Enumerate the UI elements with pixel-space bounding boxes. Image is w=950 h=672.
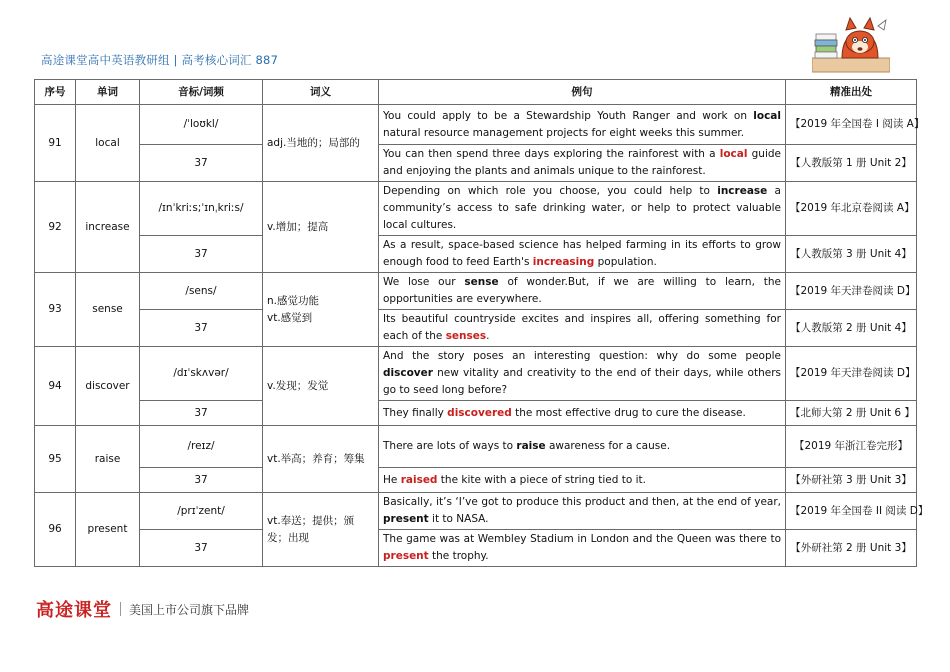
- example-sentence: [379, 530, 786, 567]
- table-row: [35, 530, 917, 567]
- example-text: Its beautiful countryside excites and inspires all, offering something for each of the: [383, 313, 781, 342]
- example-sentence: [379, 493, 786, 530]
- example-sentence: [379, 401, 786, 426]
- example-keyword: discovered: [447, 406, 512, 419]
- example-text: of wonder.But, if we are willing to learn, the opportunities are everywhere.: [383, 276, 781, 305]
- entry-number: 92: [35, 182, 76, 273]
- example-sentence: [379, 105, 786, 145]
- column-header-meaning: 词义: [263, 80, 379, 105]
- entry-frequency: 37: [140, 145, 263, 182]
- table-row: [35, 182, 917, 236]
- table-header-row: [35, 80, 917, 105]
- example-source: 【外研社第 3 册 Unit 3】: [786, 468, 917, 493]
- entry-frequency: 37: [140, 468, 263, 493]
- example-text: guide and enjoying the plants and animals unique to the rainforest.: [383, 148, 781, 177]
- page-header-title: 高途课堂高中英语教研组 | 高考核心词汇 887: [41, 53, 279, 67]
- entry-word: sense: [76, 273, 140, 347]
- example-keyword: local: [753, 109, 781, 122]
- example-text: the trophy.: [428, 550, 489, 562]
- example-source: 【2019 年北京卷阅读 A】: [786, 182, 917, 236]
- example-text: We lose our: [383, 276, 465, 288]
- column-header-phonetic-frequency: 音标/词频: [140, 80, 263, 105]
- table-row: [35, 468, 917, 493]
- example-source: 【2019 年天津卷阅读 D】: [786, 347, 917, 401]
- example-keyword: increasing: [532, 256, 595, 268]
- example-source: 【北师大第 2 册 Unit 6 】: [786, 401, 917, 426]
- footer-subtitle: 美国上市公司旗下品牌: [129, 602, 250, 617]
- example-source: 【外研社第 2 册 Unit 3】: [786, 530, 917, 567]
- example-text: As a result, space-based science has helped farming in its efforts to grow enough food to feed Earth's: [383, 239, 781, 268]
- example-text: .: [486, 330, 490, 342]
- entry-frequency: 37: [140, 310, 263, 347]
- example-keyword: senses: [445, 330, 487, 342]
- entry-word: present: [76, 493, 140, 567]
- example-text: The game was at Wembley Stadium in London and the Queen was there to: [383, 533, 781, 545]
- vocabulary-table: [34, 79, 929, 567]
- column-header-example: 例句: [379, 80, 786, 105]
- example-text: And the story poses an interesting question: why do some people: [383, 350, 781, 362]
- entry-phonetic: /ˈloʊkl/: [140, 105, 263, 145]
- entry-number: 96: [35, 493, 76, 567]
- entry-frequency: 37: [140, 401, 263, 426]
- example-sentence: [379, 347, 786, 401]
- example-keyword: sense: [464, 276, 499, 288]
- example-sentence: [379, 310, 786, 347]
- entry-number: 95: [35, 426, 76, 493]
- entry-phonetic: /sens/: [140, 273, 263, 310]
- example-text: awareness for a cause.: [545, 440, 671, 452]
- example-text: Depending on which role you choose, you could help to: [383, 185, 718, 197]
- entry-frequency: 37: [140, 236, 263, 273]
- table-row: [35, 426, 917, 468]
- table-row: [35, 401, 917, 426]
- column-header-word: 单词: [76, 80, 140, 105]
- example-keyword: discover: [383, 367, 433, 379]
- table-row: [35, 310, 917, 347]
- brand-logo-text: 高途课堂: [36, 600, 112, 621]
- example-text: Basically, it’s ‘I’ve got to produce this product and then, at the end of year,: [383, 496, 781, 508]
- table-row: [35, 236, 917, 273]
- example-sentence: [379, 468, 786, 493]
- footer: [36, 596, 249, 622]
- table-row: [35, 273, 917, 310]
- example-text: You can then spend three days exploring the rainforest with a: [383, 148, 720, 160]
- example-text: the most effective drug to cure the disease.: [511, 406, 746, 419]
- example-keyword: present: [383, 513, 429, 525]
- example-text: You could apply to be a Stewardship Youth Ranger and work on: [383, 109, 754, 122]
- example-source: 【2019 年天津卷阅读 D】: [786, 273, 917, 310]
- entry-phonetic: /ɪnˈkriːs;ˈɪnˌkriːs/: [140, 182, 263, 236]
- example-text: They finally: [383, 406, 448, 419]
- example-sentence: [379, 182, 786, 236]
- entry-meaning: v.增加；提高: [263, 182, 379, 273]
- entry-number: 93: [35, 273, 76, 347]
- entry-number: 91: [35, 105, 76, 182]
- example-source: 【人教版第 3 册 Unit 4】: [786, 236, 917, 273]
- example-source: 【人教版第 2 册 Unit 4】: [786, 310, 917, 347]
- entry-word: local: [76, 105, 140, 182]
- example-text: the kite with a piece of string tied to it.: [437, 473, 646, 486]
- table-row: [35, 347, 917, 401]
- table-row: [35, 493, 917, 530]
- entry-number: 94: [35, 347, 76, 426]
- entry-meaning: v.发现；发觉: [263, 347, 379, 426]
- example-text: a community’s access to safe drinking water, or help to protect valuable local cultures.: [383, 185, 781, 231]
- entry-phonetic: /reɪz/: [140, 426, 263, 468]
- entry-meaning: n.感觉功能 vt.感觉到: [263, 273, 379, 347]
- column-header-number: 序号: [35, 80, 76, 105]
- example-keyword: present: [383, 550, 429, 562]
- fox-mascot-illustration: [812, 14, 890, 74]
- entry-phonetic: /prɪˈzent/: [140, 493, 263, 530]
- example-source: 【2019 年全国卷 I 阅读 A】: [786, 105, 917, 145]
- example-source: 【2019 年全国卷 II 阅读 D】: [786, 493, 917, 530]
- example-keyword: raise: [516, 440, 546, 452]
- example-text: population.: [594, 256, 657, 268]
- example-sentence: [379, 145, 786, 182]
- entry-word: raise: [76, 426, 140, 493]
- example-keyword: local: [719, 148, 748, 160]
- example-sentence: [379, 426, 786, 468]
- example-keyword: increase: [717, 185, 768, 197]
- example-text: natural resource management projects for eight weeks this summer.: [383, 126, 745, 139]
- table-row: [35, 145, 917, 182]
- entry-meaning: vt.举高；养育；筹集: [263, 426, 379, 493]
- example-sentence: [379, 236, 786, 273]
- example-text: He: [383, 473, 401, 486]
- column-header-source: 精准出处: [786, 80, 917, 105]
- example-keyword: raised: [400, 473, 438, 486]
- table-row: [35, 105, 917, 145]
- entry-meaning: adj.当地的；局部的: [263, 105, 379, 182]
- entry-word: discover: [76, 347, 140, 426]
- example-sentence: [379, 273, 786, 310]
- example-text: it to NASA.: [428, 513, 489, 525]
- example-source: 【2019 年浙江卷完形】: [786, 426, 917, 468]
- example-text: new vitality and creativity to the end of their days, while others go to seed long before?: [383, 367, 781, 396]
- entry-frequency: 37: [140, 530, 263, 567]
- entry-phonetic: /dɪˈskʌvər/: [140, 347, 263, 401]
- footer-divider: [120, 602, 121, 616]
- entry-meaning: vt.奉送；提供；颁发；出现: [263, 493, 379, 567]
- example-source: 【人教版第 1 册 Unit 2】: [786, 145, 917, 182]
- example-text: There are lots of ways to: [383, 440, 517, 452]
- entry-word: increase: [76, 182, 140, 273]
